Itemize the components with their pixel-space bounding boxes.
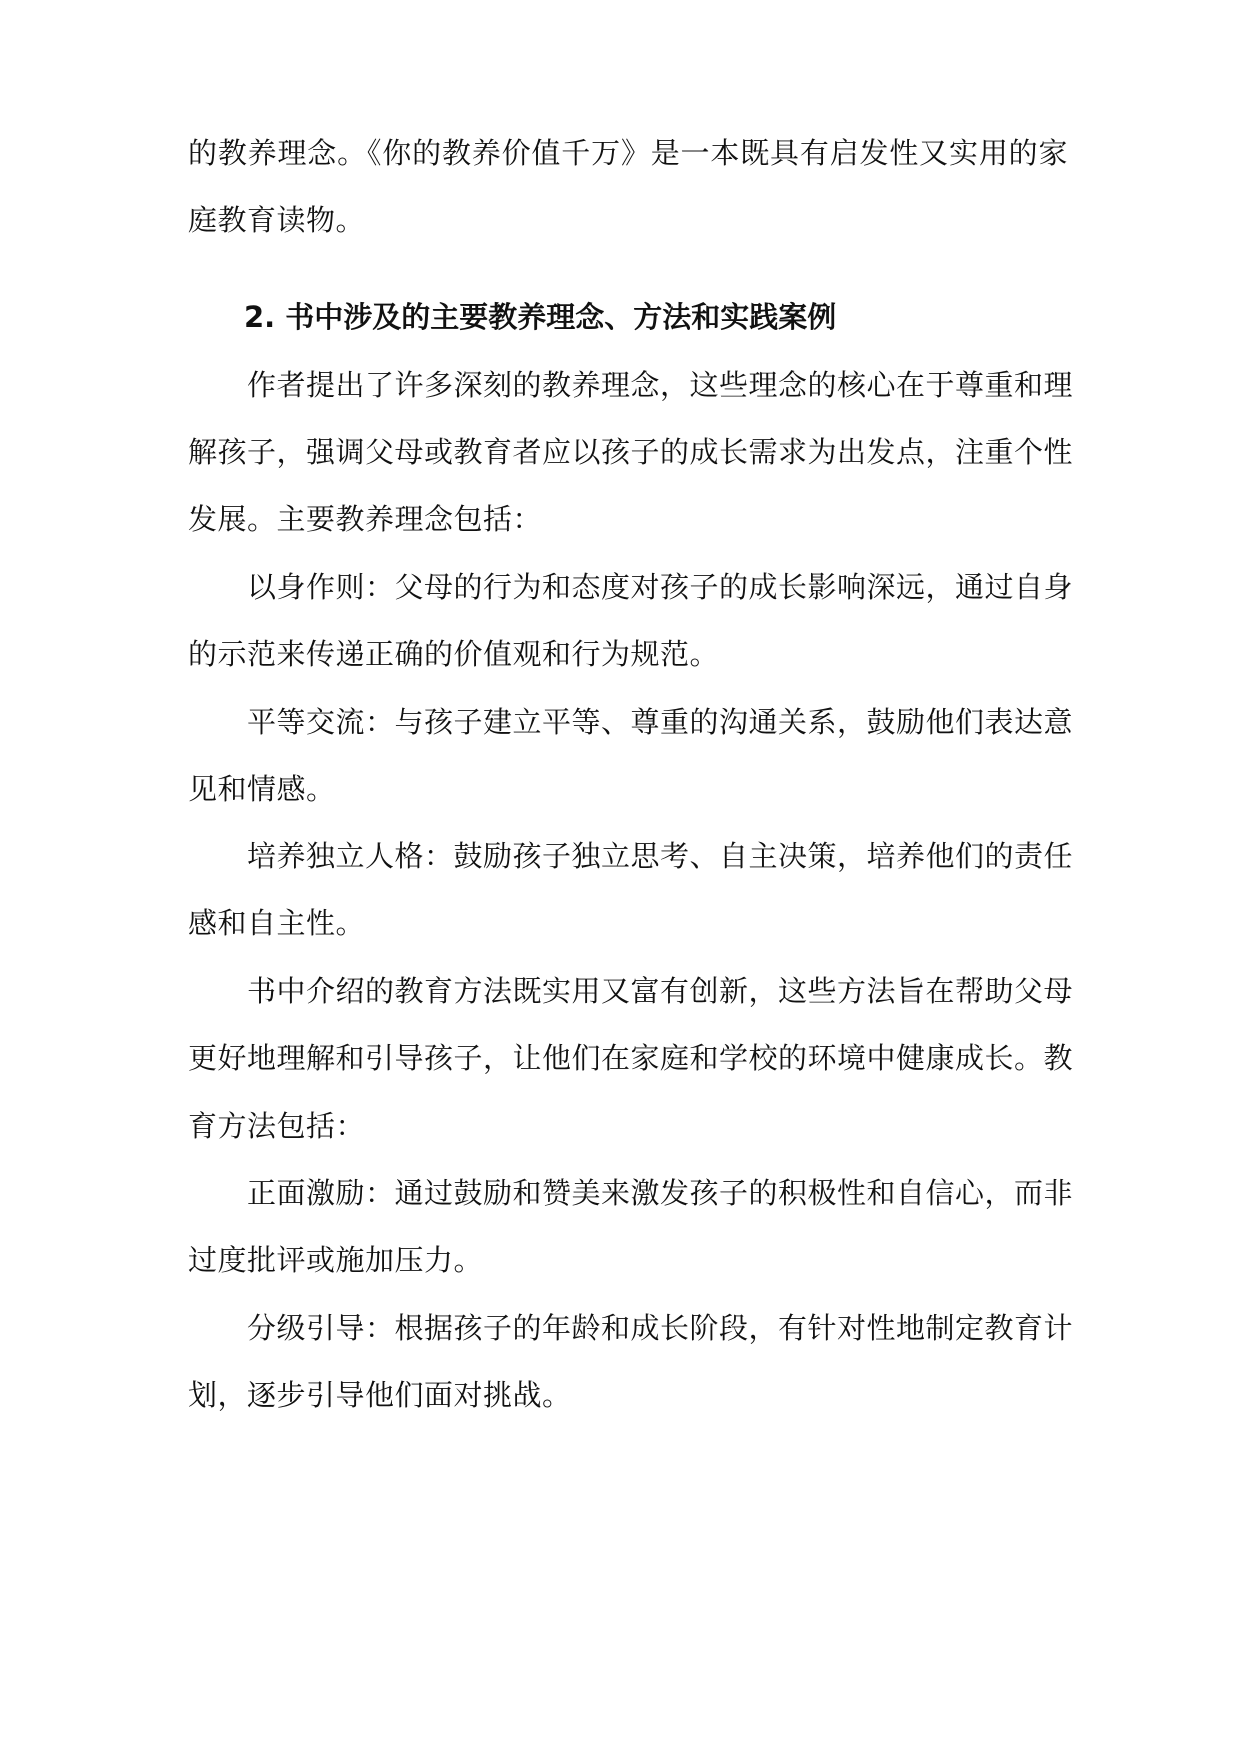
paragraph-line: 正面激励：通过鼓励和赞美来激发孩子的积极性和自信心，而非 <box>247 1176 1074 1210</box>
paragraph-line: 过度批评或施加压力。 <box>188 1243 484 1277</box>
paragraph-line: 的示范来传递正确的价值观和行为规范。 <box>188 637 720 671</box>
paragraph-line: 感和自主性。 <box>188 906 366 940</box>
paragraph-line: 书中介绍的教育方法既实用又富有创新，这些方法旨在帮助父母 <box>247 974 1074 1008</box>
paragraph-line: 培养独立人格：鼓励孩子独立思考、自主决策，培养他们的责任 <box>247 839 1074 873</box>
section-heading: 2. 书中涉及的主要教养理念、方法和实践案例 <box>244 300 837 334</box>
paragraph-line: 平等交流：与孩子建立平等、尊重的沟通关系，鼓励他们表达意 <box>247 705 1074 739</box>
paragraph-line: 分级引导：根据孩子的年龄和成长阶段，有针对性地制定教育计 <box>247 1311 1074 1345</box>
paragraph-line: 作者提出了许多深刻的教养理念，这些理念的核心在于尊重和理 <box>247 368 1074 402</box>
intro-line-1: 的教养理念。《你的教养价值千万》是一本既具有启发性又实用的家 <box>188 136 1068 170</box>
paragraph-line: 育方法包括： <box>188 1109 366 1143</box>
paragraph-line: 更好地理解和引导孩子，让他们在家庭和学校的环境中健康成长。教 <box>188 1041 1074 1075</box>
paragraph-line: 以身作则：父母的行为和态度对孩子的成长影响深远，通过自身 <box>247 570 1074 604</box>
intro-line-2: 庭教育读物。 <box>188 203 366 237</box>
paragraph-line: 见和情感。 <box>188 772 336 806</box>
paragraph-line: 发展。主要教养理念包括： <box>188 502 543 536</box>
paragraph-line: 解孩子，强调父母或教育者应以孩子的成长需求为出发点，注重个性 <box>188 435 1074 469</box>
paragraph-line: 划，逐步引导他们面对挑战。 <box>188 1378 572 1412</box>
